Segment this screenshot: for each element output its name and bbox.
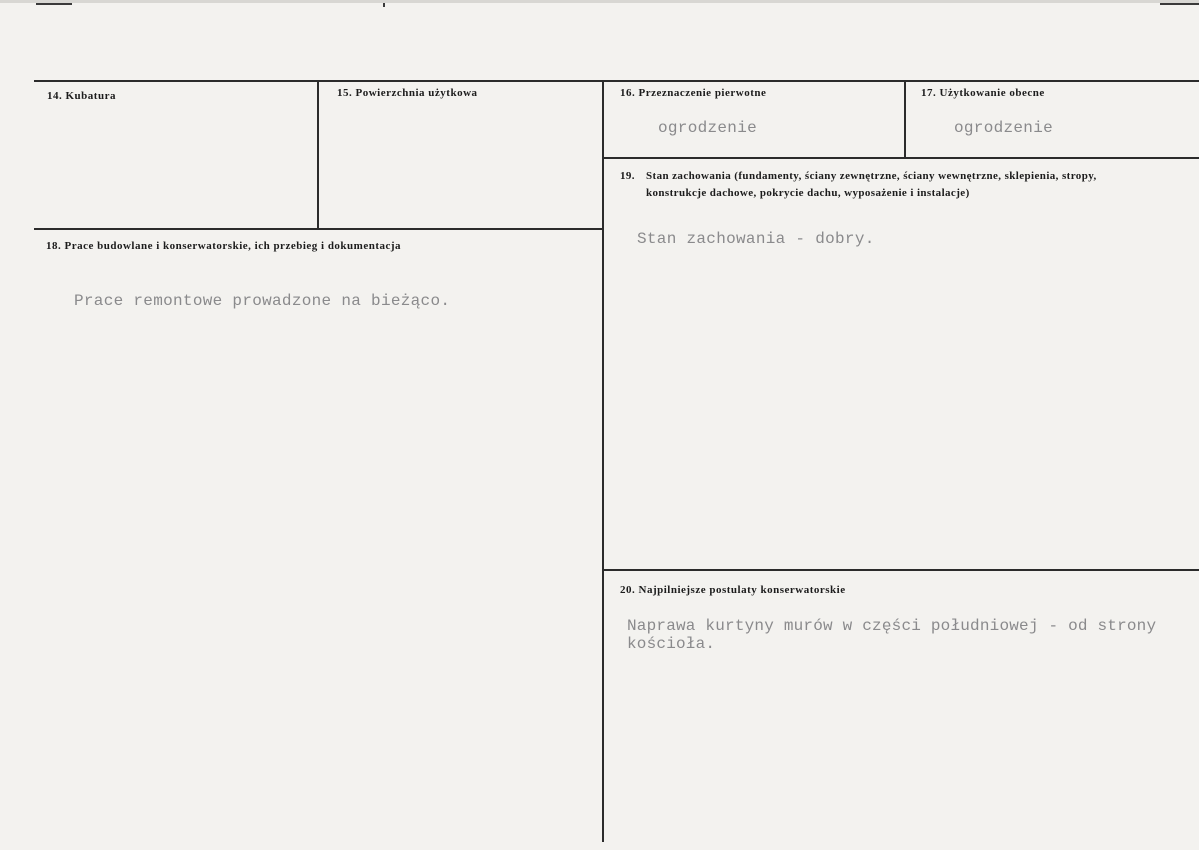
divider-below-16-17	[602, 157, 1199, 159]
field-20-value: Naprawa kurtyny murów w części południowej - od strony kościoła.	[627, 617, 1157, 653]
page-top-edge	[0, 0, 1199, 3]
divider-below-19	[602, 569, 1199, 571]
field-19-label	[620, 168, 1168, 202]
field-16-label: 16. Przeznaczenie pierwotne	[620, 87, 767, 99]
field-17-value: ogrodzenie	[954, 119, 1054, 137]
field-18-value: Prace remontowe prowadzone na bieżąco.	[74, 292, 451, 310]
corner-mark-left	[36, 3, 72, 5]
field-20-label: 20. Najpilniejsze postulaty konserwatorskie	[620, 584, 846, 596]
divider-14-15	[317, 80, 319, 229]
field-14-label: 14. Kubatura	[47, 90, 116, 102]
corner-mark-right	[1160, 3, 1199, 5]
divider-left-right	[602, 80, 604, 842]
field-15-label: 15. Powierzchnia użytkowa	[337, 87, 478, 99]
field-19-number: 19.	[620, 170, 635, 182]
field-17-label: 17. Użytkowanie obecne	[921, 87, 1045, 99]
form-top-border	[34, 80, 1199, 82]
field-18-label: 18. Prace budowlane i konserwatorskie, ich przebieg i dokumentacja	[46, 240, 402, 252]
field-19-label-line2: konstrukcje dachowe, pokrycie dachu, wyposażenie i instalacje)	[646, 187, 970, 199]
field-19-value: Stan zachowania - dobry.	[637, 230, 875, 248]
field-16-value: ogrodzenie	[658, 119, 758, 137]
center-mark	[383, 3, 385, 7]
divider-16-17	[904, 80, 906, 159]
divider-below-14-15	[34, 228, 604, 230]
field-19-label-line1: Stan zachowania (fundamenty, ściany zewnętrzne, ściany wewnętrzne, sklepienia, stropy,	[646, 170, 1097, 182]
